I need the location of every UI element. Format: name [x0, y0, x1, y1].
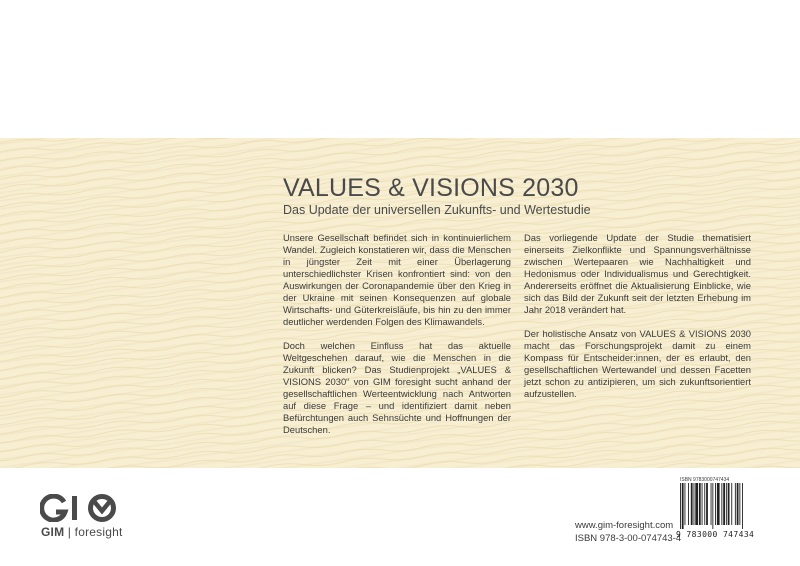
logo-wordmark	[41, 525, 122, 539]
barcode-bar	[735, 483, 736, 525]
gim-logo-icon	[40, 494, 124, 522]
barcode-digits: 9 783000 747434	[676, 530, 755, 539]
logo-separator: |	[64, 525, 75, 539]
barcode-bar	[699, 483, 701, 525]
top-blank-area	[0, 0, 800, 138]
barcode-bar	[706, 483, 708, 525]
barcode-bar	[682, 483, 684, 529]
barcode-bar	[742, 483, 743, 529]
barcode-bar	[723, 483, 725, 525]
text-column-right	[524, 232, 751, 412]
paragraph: Der holistische Ansatz von VALUES & VISIONS 2030 macht das Forschungsprojekt damit zu einem Kompass für Entscheider:innen, der es erlaubt, den gesellschaftlichen Wertewandel und dessen Facetten jetzt schon zu antizipieren, um sich zukunftsorientiert aufzustellen.	[524, 328, 751, 399]
website-url: www.gim-foresight.com	[575, 520, 674, 531]
barcode-bar	[712, 483, 713, 529]
book-subtitle: Das Update der universellen Zukunfts- und Wertestudie	[283, 203, 591, 217]
barcode-bar	[717, 483, 720, 525]
barcode-bar	[739, 483, 740, 525]
barcode-bar	[737, 483, 739, 525]
barcode-bar	[702, 483, 703, 525]
barcode-bar	[715, 483, 716, 525]
book-title: VALUES & VISIONS 2030	[283, 174, 579, 202]
barcode-bar	[685, 483, 686, 525]
paragraph: Das vorliegende Update der Studie thematisiert einerseits Zielkonflikte und Spannungsverhältnisse zwischen Wertepaaren wie Nachhaltigkeit und Hedonismus oder Individualismus und Gerechtigkeit. Andererseits eröffnet die Aktualisierung Einblicke, wie sich das Bild der Zukunft seit der letzten Erhebung im Jahr 2018 verändert hat.	[524, 232, 751, 315]
barcode-bar	[680, 483, 681, 529]
logo-gim-text: GIM	[41, 525, 65, 539]
text-column-left	[283, 232, 511, 448]
barcode-bar	[688, 483, 689, 525]
barcode-bar	[704, 483, 705, 525]
barcode-bar	[695, 483, 698, 525]
barcode-bar	[691, 483, 693, 525]
barcode-bar	[731, 483, 732, 525]
paragraph: Unsere Gesellschaft befindet sich in kontinuierlichem Wandel. Zugleich konstatieren wir, dass die Menschen in jüngster Zeit mit einer Überlagerung unterschiedlichster Krisen konfrontiert sind: von den Auswirkungen der Coronapandemie über den Krieg in der Ukraine mit seinen Konsequenzen auf globale Wirtschafts- und Güterkreisläufe, bis hin zu den immer deutlicher werdenden Folgen des Klimawandels.	[283, 232, 511, 327]
paragraph: Doch welchen Einfluss hat das aktuelle Weltgeschehen darauf, wie die Menschen in die Zukunft blicken? Das Studienprojekt „VALUES & VISIONS 2030“ von GIM foresight sucht anhand der gesellschaftlichen Werteentwicklung nach Antworten auf diese Frage – und identifiziert damit neben Befürchtungen auch Sehnsüchte und Hoffnungen der Deutschen.	[283, 340, 511, 435]
logo-foresight-text: foresight	[74, 525, 123, 539]
barcode-bar	[694, 483, 695, 525]
barcode-bar	[728, 483, 730, 525]
barcode-bar	[721, 483, 722, 525]
barcode-bar	[711, 483, 712, 525]
isbn-text: ISBN 978-3-00-074743-4	[575, 533, 682, 544]
barcode-label: ISBN 9783000747434	[680, 477, 730, 483]
barcode-icon	[676, 483, 764, 529]
barcode-bar	[726, 483, 727, 525]
